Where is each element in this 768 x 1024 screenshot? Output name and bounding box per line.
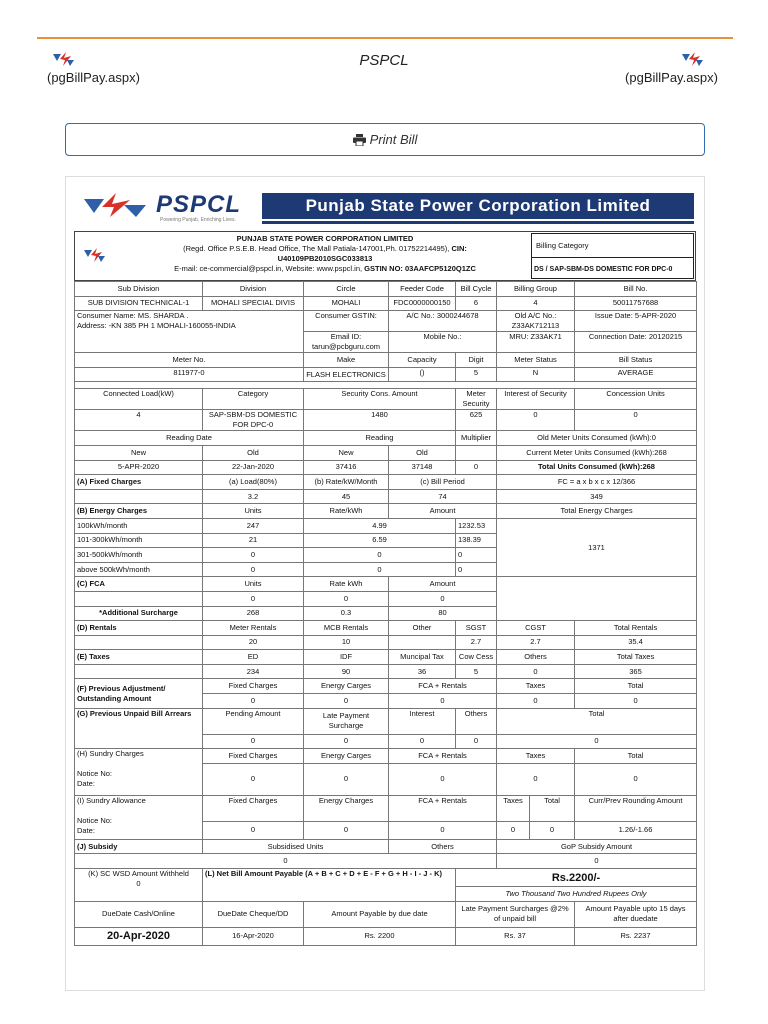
table-row	[75, 489, 697, 504]
sundry-taxes-value: 0	[497, 763, 575, 795]
subsidised-units-header: Subsidised Units	[203, 839, 389, 854]
slab-units: 0	[203, 548, 304, 563]
interest-header: Interest	[389, 708, 456, 734]
rounding-amount-value: 1.26/-1.66	[575, 821, 697, 839]
consumer-address: Address: -KN 385 PH 1 MOHALI-160055-INDIA	[77, 321, 236, 331]
category-header: Category	[203, 389, 304, 410]
subsidy-others-header: Others	[389, 839, 497, 854]
sundry-fca-value: 0	[389, 763, 497, 795]
arrears-total-header: Total	[497, 708, 697, 734]
sgst-value: 2.7	[456, 635, 497, 650]
company-details	[115, 234, 535, 274]
interest-security-value: 0	[497, 410, 575, 431]
cgst-header: CGST	[497, 621, 575, 636]
new-reading-date: 5-APR-2020	[75, 460, 203, 475]
table-row	[75, 621, 697, 636]
slab-amount: 0	[456, 548, 497, 563]
ed-value: 234	[203, 664, 304, 679]
slab-rate: 4.99	[304, 518, 456, 533]
slab-name: 301-500kWh/month	[75, 548, 203, 563]
allowance-fca-header: FCA + Rentals	[389, 795, 497, 821]
allowance-fixed-value: 0	[203, 821, 304, 839]
billing-category-box	[531, 233, 694, 279]
total-rentals-header: Total Rentals	[575, 621, 697, 636]
bill-details-table	[74, 281, 697, 946]
billing-group-header: Billing Group	[497, 282, 575, 297]
banner-brand: PSPCL	[156, 191, 242, 218]
table-row	[75, 664, 697, 679]
cow-cess-header: Cow Cess	[456, 650, 497, 665]
new-reading-value: 37416	[304, 460, 389, 475]
pspcl-logo-icon	[80, 191, 150, 219]
sundry-taxes-header: Taxes	[497, 749, 575, 764]
circle-header: Circle	[304, 282, 389, 297]
spacer-row	[75, 382, 697, 389]
pending-amount-value: 0	[203, 734, 304, 749]
late-payment-value: 0	[304, 734, 389, 749]
due-date-cash: 20-Apr-2020	[75, 927, 203, 945]
sundry-fixed-value: 0	[203, 763, 304, 795]
subsidised-units-value: 0	[75, 854, 497, 869]
arrears-label: (G) Previous Unpaid Bill Arrears	[75, 708, 203, 749]
sundry-charges-date: Date:	[77, 779, 95, 789]
bill-banner	[72, 183, 698, 227]
energy-rate-header: Rate/kWh	[304, 504, 389, 519]
bill-cycle-value: 6	[456, 296, 497, 311]
reading-date-old-header: Old	[203, 445, 304, 460]
sundry-total-header: Total	[575, 749, 697, 764]
fca-rate-value: 0	[304, 591, 389, 606]
bill-no-value: 50011757688	[575, 296, 697, 311]
connection-date: Connection Date: 20120215	[575, 332, 697, 353]
allowance-taxes-header: Taxes	[497, 795, 530, 821]
prev-fixed-value: 0	[203, 694, 304, 709]
slab-rate: 0	[304, 562, 456, 577]
fixed-blank	[75, 489, 203, 504]
table-row	[75, 518, 697, 533]
banner-underline	[262, 221, 694, 224]
total-taxes-header: Total Taxes	[575, 650, 697, 665]
banner-tagline: Powering Punjab, Enriching Lives.	[160, 217, 236, 223]
pending-amount-header: Pending Amount	[203, 708, 304, 734]
fca-units-value: 0	[203, 591, 304, 606]
fixed-rate-value: 45	[304, 489, 389, 504]
consumer-gstin: Consumer GSTIN:	[304, 311, 389, 332]
other-rentals-header: Other	[389, 621, 456, 636]
allowance-fca-value: 0	[389, 821, 497, 839]
fca-blank-cell	[75, 591, 203, 606]
right-logo-alt-text: (pgBillPay.aspx)	[625, 70, 718, 85]
bill-no-header: Bill No.	[575, 282, 697, 297]
prev-fca-header: FCA + Rentals	[389, 679, 497, 694]
sundry-total-value: 0	[575, 763, 697, 795]
sundry-allowance-date: Date:	[77, 825, 95, 835]
fca-rate-header: Rate kWh	[304, 577, 389, 592]
consumer-name: Consumer Name: MS. SHARDA .	[77, 311, 189, 321]
prev-energy-header: Energy Carges	[304, 679, 389, 694]
meter-security-value: 625	[456, 410, 497, 431]
due-cheque-header: DueDate Cheque/DD	[203, 901, 304, 927]
old-account-number: Old A/C No.: Z33AK712113	[497, 311, 575, 332]
fca-units-header: Units	[203, 577, 304, 592]
table-row	[75, 749, 697, 764]
fca-amount-header: Amount	[389, 577, 497, 592]
sundry-energy-value: 0	[304, 763, 389, 795]
issue-date: Issue Date: 5-APR-2020	[575, 311, 697, 332]
fixed-load-value: 3.2	[203, 489, 304, 504]
gop-subsidy-header: GoP Subsidy Amount	[497, 839, 697, 854]
interest-security-header: Interest of Security	[497, 389, 575, 410]
reading-header: Reading	[304, 431, 456, 446]
slab-amount: 138.39	[456, 533, 497, 548]
table-row	[75, 296, 697, 311]
gop-subsidy-value: 0	[497, 854, 697, 869]
security-amount-value: 1480	[304, 410, 456, 431]
sundry-allowance-notice: Notice No:	[77, 815, 113, 825]
sundry-energy-header: Energy Carges	[304, 749, 389, 764]
additional-surcharge-label: *Additional Surcharge	[75, 606, 203, 621]
meter-rentals-value: 20	[203, 635, 304, 650]
slab-amount: 0	[456, 562, 497, 577]
billing-category-value: DS / SAP-SBM-DS DOMESTIC FOR DPC-0	[532, 257, 693, 280]
bill-status-value: AVERAGE	[575, 367, 697, 382]
gstin: GSTIN NO: 03AAFCP5120Q1ZC	[364, 264, 476, 273]
email-id: Email ID: tarun@pcbguru.com	[304, 332, 389, 353]
idf-value: 90	[304, 664, 389, 679]
cgst-value: 2.7	[497, 635, 575, 650]
print-bill-label: Print Bill	[369, 132, 418, 147]
allowance-total-value: 0	[530, 821, 575, 839]
table-row	[75, 577, 697, 592]
due-cash-header: DueDate Cash/Online	[75, 901, 203, 927]
electricity-bill	[65, 176, 705, 991]
billing-group-value: 4	[497, 296, 575, 311]
table-row	[75, 854, 697, 869]
municipal-tax-header: Muncipal Tax	[389, 650, 456, 665]
slab-units: 0	[203, 562, 304, 577]
other-rentals-value	[389, 635, 456, 650]
wsd-cell	[75, 869, 203, 902]
pspcl-logo-icon	[680, 50, 704, 68]
amount-by-due-header: Amount Payable by due date	[304, 901, 456, 927]
table-row	[75, 650, 697, 665]
table-row	[75, 410, 697, 431]
meter-rentals-header: Meter Rentals	[203, 621, 304, 636]
old-reading-date: 22-Jan-2020	[203, 460, 304, 475]
printer-icon	[353, 134, 366, 146]
total-taxes-value: 365	[575, 664, 697, 679]
page-title: PSPCL	[359, 52, 409, 69]
reading-old-header: Old	[389, 445, 456, 460]
right-logo[interactable]	[588, 50, 718, 85]
mcb-rentals-value: 10	[304, 635, 389, 650]
amount-after-due-date: Rs. 2237	[575, 927, 697, 945]
rentals-blank	[75, 635, 203, 650]
fixed-rate-header: (b) Rate/kW/Month	[304, 475, 389, 490]
old-reading-value: 37148	[389, 460, 456, 475]
security-amount-header: Security Cons. Amount	[304, 389, 456, 410]
energy-charges-label: (B) Energy Charges	[75, 504, 203, 519]
make-header: Make	[304, 353, 389, 368]
fixed-charges-formula: FC = a x b x c x 12/366	[497, 475, 697, 490]
feeder-code-value: FDC0000000150	[389, 296, 456, 311]
allowance-fixed-header: Fixed Charges	[203, 795, 304, 821]
prev-total-header: Total	[575, 679, 697, 694]
allowance-energy-header: Energy Charges	[304, 795, 389, 821]
late-surcharge-amount: Rs. 37	[456, 927, 575, 945]
surcharge-rate: 0.3	[304, 606, 389, 621]
energy-amount-header: Amount	[389, 504, 497, 519]
multiplier-value: 0	[456, 460, 497, 475]
allowance-total-header: Total	[530, 795, 575, 821]
concession-units-header: Concession Units	[575, 389, 697, 410]
arrears-others-value: 0	[456, 734, 497, 749]
regd-office: (Regd. Office P.S.E.B. Head Office, The Mall Patiala-147001,Ph. 01752214495),	[183, 244, 450, 253]
prev-fixed-header: Fixed Charges	[203, 679, 304, 694]
table-row	[75, 445, 697, 460]
net-bill-label: (L) Net Bill Amount Payable (A + B + C + D + E - F + G + H - I - J - K)	[203, 869, 456, 902]
table-row	[75, 504, 697, 519]
capacity-header: Capacity	[389, 353, 456, 368]
table-row	[75, 353, 697, 368]
table-row	[75, 460, 697, 475]
slab-amount: 1232.53	[456, 518, 497, 533]
taxes-blank	[75, 664, 203, 679]
account-number: A/C No.: 3000244678	[389, 311, 497, 332]
mcb-rentals-header: MCB Rentals	[304, 621, 389, 636]
capacity-value: ()	[389, 367, 456, 382]
slab-name: 101-300kWh/month	[75, 533, 203, 548]
left-logo-alt-text: (pgBillPay.aspx)	[47, 70, 140, 85]
amount-after-due-header: Amount Payable upto 15 days after duedate	[575, 901, 697, 927]
category-value: SAP-SBM-DS DOMESTIC FOR DPC-0	[203, 410, 304, 431]
prev-taxes-header: Taxes	[497, 679, 575, 694]
table-row	[75, 382, 697, 389]
table-row	[75, 475, 697, 490]
bill-period-header: (c) Bill Period	[389, 475, 497, 490]
sundry-fixed-header: Fixed Charges	[203, 749, 304, 764]
sub-division-header: Sub Division	[75, 282, 203, 297]
total-rentals-value: 35.4	[575, 635, 697, 650]
top-accent-rule	[37, 37, 733, 39]
mobile-number: Mobile No.:	[389, 332, 497, 353]
meter-status-header: Meter Status	[497, 353, 575, 368]
division-value: MOHALI SPECIAL DIVIS	[203, 296, 304, 311]
sub-division-value: SUB DIVISION TECHNICAL-1	[75, 296, 203, 311]
prev-total-value: 0	[575, 694, 697, 709]
late-payment-header: Late Payment Surcharge	[304, 708, 389, 734]
energy-units-header: Units	[203, 504, 304, 519]
surcharge-units: 268	[203, 606, 304, 621]
sgst-header: SGST	[456, 621, 497, 636]
prev-taxes-value: 0	[497, 694, 575, 709]
meter-no-header: Meter No.	[75, 353, 304, 368]
previous-adjustment-label: (F) Previous Adjustment/ Outstanding Amount	[75, 679, 203, 708]
make-value: FLASH ELECTRONICS	[304, 367, 389, 382]
prev-fca-value: 0	[389, 694, 497, 709]
multiplier-header: Multiplier	[456, 431, 497, 446]
table-row	[75, 389, 697, 410]
allowance-taxes-value: 0	[497, 821, 530, 839]
fixed-charges-label: (A) Fixed Charges	[75, 475, 203, 490]
connected-load-header: Connected Load(kW)	[75, 389, 203, 410]
table-row	[75, 635, 697, 650]
digit-header: Digit	[456, 353, 497, 368]
reading-date-header: Reading Date	[75, 431, 304, 446]
ed-header: ED	[203, 650, 304, 665]
current-meter-units: Current Meter Units Consumed (kWh):268	[497, 445, 697, 460]
table-row	[75, 869, 697, 887]
table-row	[75, 282, 697, 297]
sundry-charges-cell	[75, 749, 203, 796]
meter-status-value: N	[497, 367, 575, 382]
fca-amount-value: 0	[389, 591, 497, 606]
table-row	[75, 311, 697, 332]
table-row	[75, 795, 697, 821]
sundry-allowance-label: (I) Sundry Allowance	[77, 795, 146, 805]
total-units-consumed: Total Units Consumed (kWh):268	[497, 460, 697, 475]
sundry-allowance-cell	[75, 795, 203, 839]
billing-category-label: Billing Category	[536, 241, 589, 250]
net-bill-words: Two Thousand Two Hundred Rupees Only	[456, 887, 697, 902]
arrears-others-header: Others	[456, 708, 497, 734]
company-name: PUNJAB STATE POWER CORPORATION LIMITED	[236, 234, 414, 243]
subsidy-label: (J) Subsidy	[75, 839, 203, 854]
slab-name: above 500kWh/month	[75, 562, 203, 577]
fixed-charges-total: 349	[497, 489, 697, 504]
print-bill-button[interactable]	[65, 123, 705, 156]
reading-new-header: New	[304, 445, 389, 460]
bill-period-value: 74	[389, 489, 497, 504]
company-header-box	[74, 231, 696, 281]
slab-units: 247	[203, 518, 304, 533]
cow-cess-value: 5	[456, 664, 497, 679]
net-bill-amount: Rs.2200/-	[456, 869, 697, 887]
rentals-label: (D) Rentals	[75, 621, 203, 636]
amount-by-due-date: Rs. 2200	[304, 927, 456, 945]
rounding-amount-header: Curr/Prev Rounding Amount	[575, 795, 697, 821]
banner-company-name: Punjab State Power Corporation Limited	[262, 193, 694, 219]
fixed-load-header: (a) Load(80%)	[203, 475, 304, 490]
due-date-cheque: 16-Apr-2020	[203, 927, 304, 945]
slab-name: 100kWh/month	[75, 518, 203, 533]
cin-value: U40109PB2010SGC033813	[277, 254, 373, 263]
reading-date-new-header: New	[75, 445, 203, 460]
allowance-energy-value: 0	[304, 821, 389, 839]
other-taxes-header: Others	[497, 650, 575, 665]
meter-no-value: 811977-0	[75, 367, 304, 382]
other-taxes-value: 0	[497, 664, 575, 679]
surcharge-amount: 80	[389, 606, 497, 621]
table-row	[75, 839, 697, 854]
sundry-charges-notice: Notice No:	[77, 769, 113, 779]
taxes-label: (E) Taxes	[75, 650, 203, 665]
total-energy-charges: 1371	[497, 518, 697, 576]
fca-blank	[497, 577, 697, 621]
concession-units-value: 0	[575, 410, 697, 431]
old-meter-units: Old Meter Units Consumed (kWh):0	[497, 431, 697, 446]
idf-header: IDF	[304, 650, 389, 665]
table-row	[75, 679, 697, 694]
digit-value: 5	[456, 367, 497, 382]
wsd-value: 0	[136, 879, 141, 889]
municipal-tax-value: 36	[389, 664, 456, 679]
consumer-details	[75, 311, 304, 353]
circle-value: MOHALI	[304, 296, 389, 311]
bill-status-header: Bill Status	[575, 353, 697, 368]
feeder-code-header: Feeder Code	[389, 282, 456, 297]
table-row	[75, 708, 697, 734]
table-row	[75, 367, 697, 382]
arrears-total-value: 0	[497, 734, 697, 749]
pspcl-logo-icon	[81, 246, 107, 264]
total-energy-header: Total Energy Charges	[497, 504, 697, 519]
mru: MRU: Z33AK71	[497, 332, 575, 353]
slab-units: 21	[203, 533, 304, 548]
sundry-charges-label: (H) Sundry Charges	[77, 749, 144, 759]
meter-security-header: Meter Security	[456, 389, 497, 410]
contact-line: E-mail: ce-commercial@pspcl.in, Website: www.pspcl.in,	[174, 264, 363, 273]
bill-cycle-header: Bill Cycle	[456, 282, 497, 297]
prev-energy-value: 0	[304, 694, 389, 709]
fca-label: (C) FCA	[75, 577, 203, 592]
connected-load-value: 4	[75, 410, 203, 431]
wsd-label: (K) SC WSD Amount Withheld	[88, 869, 189, 879]
table-row	[75, 431, 697, 446]
late-surcharge-header: Late Payment Surcharges @2% of unpaid bill	[456, 901, 575, 927]
interest-value: 0	[389, 734, 456, 749]
slab-rate: 0	[304, 548, 456, 563]
slab-rate: 6.59	[304, 533, 456, 548]
sundry-fca-header: FCA + Rentals	[389, 749, 497, 764]
table-row	[75, 901, 697, 927]
table-row	[75, 927, 697, 945]
division-header: Division	[203, 282, 304, 297]
multiplier-blank	[456, 445, 497, 460]
cin-label: CIN:	[451, 244, 467, 253]
